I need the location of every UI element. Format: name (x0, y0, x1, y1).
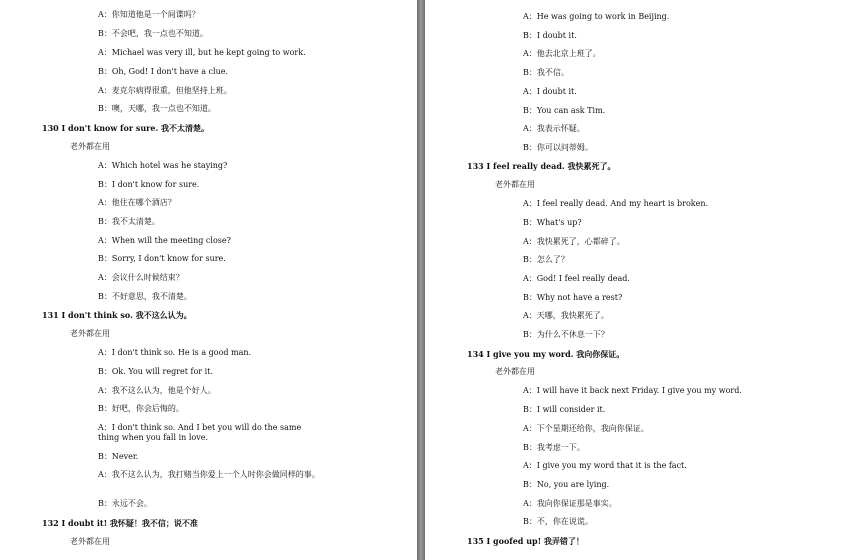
section-heading: 134 I give you my word. 我向你保证。 (467, 349, 625, 359)
dialogue-line: A：我向你保证那是事实。 (523, 499, 617, 508)
dialogue-line: B：我不太清楚。 (98, 217, 160, 226)
dialogue-line: A：I don't think so. And I bet you will do the same thing when you fall in love. (98, 423, 302, 442)
page-divider (417, 0, 425, 560)
dialogue-line: A：我不这么认为，我打赌当你爱上一个人时你会做同样的事。 (98, 470, 320, 479)
section-heading: 132 I doubt it! 我怀疑！我不信；说不准 (42, 518, 198, 528)
dialogue-line: B：我考虑一下。 (523, 443, 585, 452)
dialogue-line: B：永远不会。 (98, 499, 152, 508)
left-page (0, 0, 417, 560)
section-heading: 130 I don't know for sure. 我不太清楚。 (42, 123, 210, 133)
dialogue-line: B：你可以问蒂姆。 (523, 143, 593, 152)
dialogue-line: B：Never. (98, 452, 139, 461)
dialogue-line: B：不会吧，我一点也不知道。 (98, 29, 208, 38)
dialogue-line: B：Why not have a rest? (523, 293, 623, 302)
section-subtitle: 老外都在用 (495, 367, 535, 376)
section-heading: 131 I don't think so. 我不这么认为。 (42, 310, 192, 320)
dialogue-line: B：不好意思，我不清楚。 (98, 292, 192, 301)
dialogue-line: B：I don't know for sure. (98, 180, 200, 189)
dialogue-line: A：我表示怀疑。 (523, 124, 585, 133)
dialogue-line: B：怎么了？ (523, 255, 569, 264)
dialogue-line: A：He was going to work in Beijing. (523, 12, 670, 21)
dialogue-line: A：我快累死了，心都碎了。 (523, 237, 625, 246)
dialogue-line: B：No, you are lying. (523, 480, 610, 489)
section-subtitle: 老外都在用 (70, 537, 110, 546)
dialogue-line: A：会议什么时候结束？ (98, 273, 184, 282)
dialogue-line: B：Ok. You will regret for it. (98, 367, 213, 376)
dialogue-line: A：下个星期还给你，我向你保证。 (523, 424, 649, 433)
dialogue-line: A：I give you my word that it is the fact. (523, 461, 687, 470)
section-heading: 133 I feel really dead. 我快累死了。 (467, 161, 616, 171)
section-subtitle: 老外都在用 (70, 142, 110, 151)
dialogue-line: A：I doubt it. (523, 87, 577, 96)
section-subtitle: 老外都在用 (70, 329, 110, 338)
dialogue-line: A：I feel really dead. And my heart is broken. (523, 199, 709, 208)
dialogue-line: B：I will consider it. (523, 405, 606, 414)
dialogue-line: B：好吧，你会后悔的。 (98, 404, 184, 413)
dialogue-line: B：Oh, God! I don't have a clue. (98, 67, 229, 76)
dialogue-line: B：我不信。 (523, 68, 569, 77)
dialogue-line: B：Sorry, I don't know for sure. (98, 254, 226, 263)
dialogue-line: A：Michael was very ill, but he kept going to work. (98, 48, 306, 57)
dialogue-line: A：麦克尔病得很重，但他坚持上班。 (98, 86, 232, 95)
dialogue-line: B：为什么不休息一下？ (523, 330, 609, 339)
dialogue-line: A：I don't think so. He is a good man. (98, 348, 252, 357)
dialogue-line: A：天哪，我快累死了。 (523, 311, 609, 320)
dialogue-line: B：I doubt it. (523, 31, 577, 40)
dialogue-line: A：When will the meeting close? (98, 236, 231, 245)
section-heading: 135 I goofed up! 我弄错了！ (467, 536, 584, 546)
dialogue-line: A：他去北京上班了。 (523, 49, 601, 58)
dialogue-line: B：不，你在说谎。 (523, 517, 593, 526)
dialogue-line: A：God! I feel really dead. (523, 274, 630, 283)
dialogue-line: B：You can ask Tim. (523, 106, 606, 115)
dialogue-line: A：你知道他是一个间谍吗？ (98, 10, 200, 19)
dialogue-line: A：我不这么认为，他是个好人。 (98, 386, 216, 395)
section-subtitle: 老外都在用 (495, 180, 535, 189)
dialogue-line: A：I will have it back next Friday. I give you my word. (523, 386, 742, 395)
dialogue-line: B：What's up? (523, 218, 582, 227)
dialogue-line: B：噢，天哪，我一点也不知道。 (98, 104, 216, 113)
dialogue-line: A：Which hotel was he staying? (98, 161, 228, 170)
dialogue-line: A：他住在哪个酒店？ (98, 198, 176, 207)
right-page (425, 0, 842, 560)
